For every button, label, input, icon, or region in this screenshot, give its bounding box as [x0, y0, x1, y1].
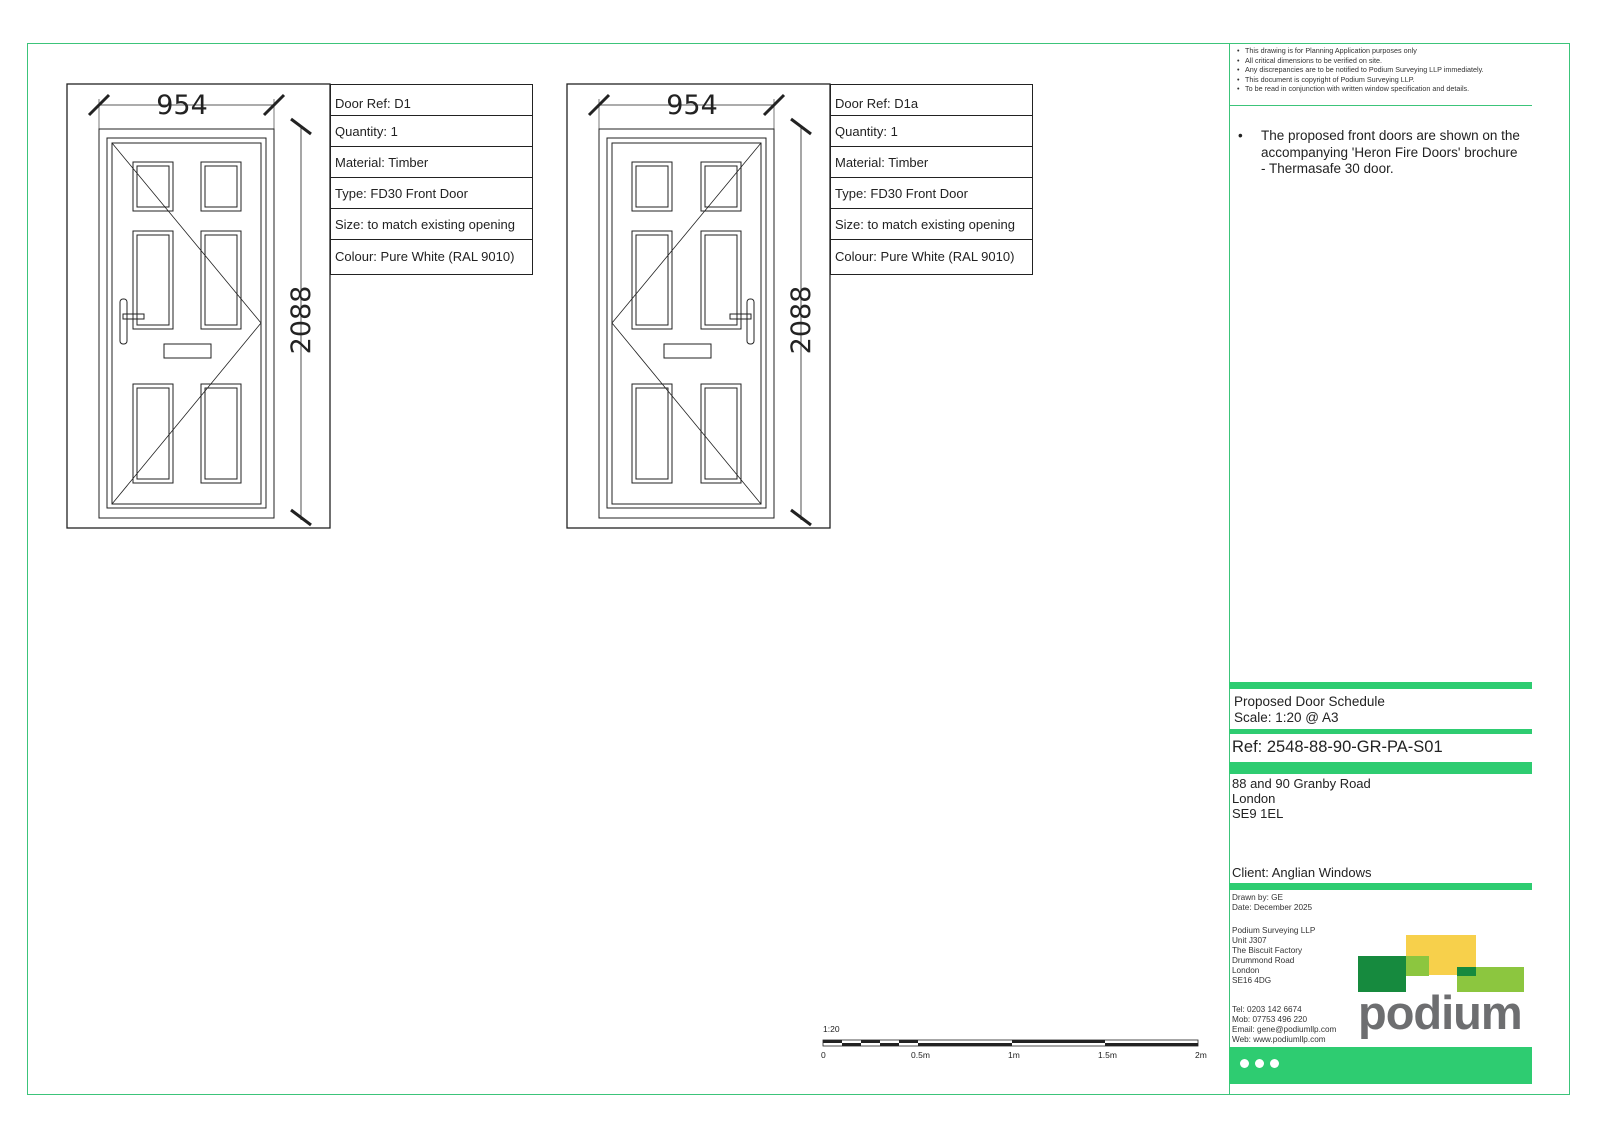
scale-bar-label: 1m	[1008, 1050, 1020, 1060]
schedule-row: Size: to match existing opening	[330, 209, 533, 240]
contact-line: Tel: 0203 142 6674	[1232, 1005, 1302, 1014]
scale-bar	[823, 1040, 1198, 1046]
scale-bar-label: 2m	[1195, 1050, 1207, 1060]
client: Client: Anglian Windows	[1232, 865, 1372, 880]
schedule-row: Material: Timber	[330, 147, 533, 178]
schedule-row: Type: FD30 Front Door	[830, 178, 1033, 209]
note-item: • This drawing is for Planning Application purposes only	[1237, 46, 1532, 56]
date: Date: December 2025	[1232, 903, 1313, 912]
company-line: London	[1232, 966, 1260, 975]
scale-bar-label: 0	[821, 1050, 826, 1060]
schedule-row: Type: FD30 Front Door	[330, 178, 533, 209]
height-dimension-label: 2088	[786, 285, 817, 355]
contact-line: Mob: 07753 496 220	[1232, 1015, 1308, 1024]
logo-text: podium	[1358, 986, 1522, 1039]
schedule-row: Colour: Pure White (RAL 9010)	[330, 240, 533, 275]
company-line: Podium Surveying LLP	[1232, 926, 1316, 935]
schedule-row: Door Ref: D1	[330, 84, 533, 116]
schedule-row: Quantity: 1	[330, 116, 533, 147]
height-dimension-label: 2088	[286, 285, 317, 355]
width-dimension-label: 954	[666, 90, 718, 121]
contact-line: Web: www.podiumllp.com	[1232, 1035, 1326, 1044]
address-line: SE9 1EL	[1232, 806, 1284, 821]
note-item: • This document is copyright of Podium Surveying LLP.	[1237, 75, 1532, 85]
note-item: • All critical dimensions to be verified on site.	[1237, 56, 1532, 66]
note-item: • To be read in conjunction with written window specification and details.	[1237, 84, 1532, 94]
scale-bar-label: 1.5m	[1098, 1050, 1117, 1060]
contact-line: Email: gene@podiumllp.com	[1232, 1025, 1337, 1034]
schedule-row: Door Ref: D1a	[830, 84, 1033, 116]
bullet-icon: •	[1238, 128, 1243, 143]
scale-bar-label: 0.5m	[911, 1050, 930, 1060]
company-line: Drummond Road	[1232, 956, 1295, 965]
drawn-by: Drawn by: GE	[1232, 893, 1283, 902]
width-dimension-label: 954	[156, 90, 208, 121]
drawing-scale: Scale: 1:20 @ A3	[1234, 710, 1339, 725]
note-item: • Any discrepancies are to be notified to Podium Surveying LLP immediately.	[1237, 65, 1532, 75]
drawing-title: Proposed Door Schedule	[1234, 694, 1385, 709]
company-line: SE16 4DG	[1232, 976, 1272, 985]
schedule-row: Colour: Pure White (RAL 9010)	[830, 240, 1033, 275]
address-line: London	[1232, 791, 1276, 806]
main-note-text: The proposed front doors are shown on the accompanying 'Heron Fire Doors' brochure - Thermasafe 30 door.	[1261, 128, 1520, 176]
schedule-row: Size: to match existing opening	[830, 209, 1033, 240]
schedule-row: Material: Timber	[830, 147, 1033, 178]
scale-bar-title: 1:20	[823, 1024, 840, 1034]
drawing-ref: Ref: 2548-88-90-GR-PA-S01	[1232, 738, 1443, 756]
company-line: Unit J307	[1232, 936, 1267, 945]
company-line: The Biscuit Factory	[1232, 946, 1303, 955]
address-line: 88 and 90 Granby Road	[1232, 776, 1371, 791]
schedule-row: Quantity: 1	[830, 116, 1033, 147]
